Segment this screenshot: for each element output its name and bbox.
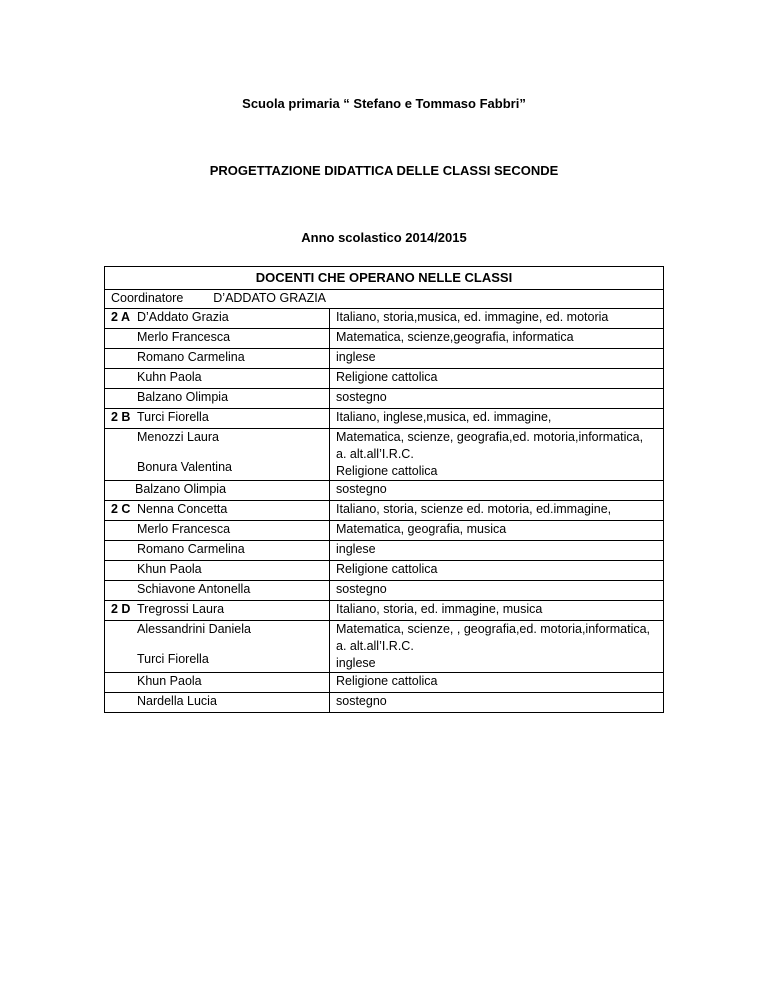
teacher-name: Kuhn Paola bbox=[105, 369, 330, 389]
teacher-name: Khun Paola bbox=[105, 673, 330, 693]
subjects-cell: Religione cattolica bbox=[330, 673, 664, 693]
subjects-line: inglese bbox=[336, 656, 376, 670]
subjects-cell bbox=[330, 621, 664, 673]
subjects-line: a. alt.all’I.R.C. bbox=[336, 447, 414, 461]
coordinator-name: D’ADDATO GRAZIA bbox=[213, 291, 327, 305]
table-row bbox=[105, 601, 664, 621]
table-row bbox=[105, 561, 664, 581]
table-row bbox=[105, 409, 664, 429]
subjects-line: a. alt.all’I.R.C. bbox=[336, 639, 414, 653]
table-row bbox=[105, 429, 664, 481]
teacher-name: Alessandrini Daniela bbox=[137, 622, 251, 636]
subjects-cell: sostegno bbox=[330, 581, 664, 601]
table-row bbox=[105, 501, 664, 521]
subjects-cell: Matematica, scienze,geografia, informatica bbox=[330, 329, 664, 349]
teacher-name: Bonura Valentina bbox=[137, 460, 232, 474]
subjects-cell: Italiano, inglese,musica, ed. immagine, bbox=[330, 409, 664, 429]
school-year: Anno scolastico 2014/2015 bbox=[301, 230, 467, 245]
class-label: 2 C bbox=[111, 502, 131, 516]
table-row bbox=[105, 329, 664, 349]
teacher-name: Balzano Olimpia bbox=[105, 389, 330, 409]
subjects-cell: Italiano, storia, ed. immagine, musica bbox=[330, 601, 664, 621]
subjects-cell: sostegno bbox=[330, 693, 664, 713]
teacher-cell bbox=[105, 621, 330, 673]
teacher-name: Khun Paola bbox=[105, 561, 330, 581]
teacher-cell bbox=[105, 501, 330, 521]
teacher-name: Romano Carmelina bbox=[105, 349, 330, 369]
subjects-cell: Italiano, storia, scienze ed. motoria, ed.immagine, bbox=[330, 501, 664, 521]
subjects-cell: Religione cattolica bbox=[330, 369, 664, 389]
teacher-name: Merlo Francesca bbox=[105, 521, 330, 541]
teacher-name: Romano Carmelina bbox=[105, 541, 330, 561]
teacher-cell bbox=[105, 429, 330, 481]
table-row bbox=[105, 541, 664, 561]
teacher-name: Nardella Lucia bbox=[105, 693, 330, 713]
table-row bbox=[105, 521, 664, 541]
school-name: Scuola primaria “ Stefano e Tommaso Fabbri” bbox=[242, 96, 526, 111]
teacher-name: Turci Fiorella bbox=[137, 410, 209, 424]
document-title: PROGETTAZIONE DIDATTICA DELLE CLASSI SECONDE bbox=[209, 163, 559, 178]
coordinator-label: Coordinatore bbox=[111, 291, 184, 305]
table-row bbox=[105, 581, 664, 601]
subjects-cell: Matematica, geografia, musica bbox=[330, 521, 664, 541]
subjects-cell: sostegno bbox=[330, 389, 664, 409]
teacher-name: Turci Fiorella bbox=[137, 652, 209, 666]
teacher-name: Tregrossi Laura bbox=[137, 602, 225, 616]
subjects-cell: inglese bbox=[330, 349, 664, 369]
teacher-cell bbox=[105, 309, 330, 329]
class-label: 2 B bbox=[111, 410, 131, 424]
teacher-name: Schiavone Antonella bbox=[105, 581, 330, 601]
teacher-name: Menozzi Laura bbox=[137, 430, 219, 444]
subjects-line: Matematica, scienze, geografia,ed. motoria,informatica, bbox=[336, 430, 644, 444]
table-row bbox=[105, 309, 664, 329]
subjects-cell: sostegno bbox=[330, 481, 664, 501]
subjects-line: Religione cattolica bbox=[336, 464, 438, 478]
teacher-cell bbox=[105, 409, 330, 429]
class-label: 2 D bbox=[111, 602, 131, 616]
coordinator-row bbox=[105, 290, 664, 309]
subjects-cell bbox=[330, 429, 664, 481]
table-title-row bbox=[105, 267, 664, 290]
class-label: 2 A bbox=[111, 310, 130, 324]
table-row bbox=[105, 693, 664, 713]
teacher-cell bbox=[105, 601, 330, 621]
table-row bbox=[105, 621, 664, 673]
teacher-name: Balzano Olimpia bbox=[105, 481, 330, 501]
coordinator-cell bbox=[105, 290, 664, 309]
table-row bbox=[105, 389, 664, 409]
teacher-name: Nenna Concetta bbox=[137, 502, 228, 516]
table-title: DOCENTI CHE OPERANO NELLE CLASSI bbox=[105, 267, 664, 290]
table-row bbox=[105, 673, 664, 693]
teacher-name: D’Addato Grazia bbox=[137, 310, 229, 324]
teacher-name: Merlo Francesca bbox=[105, 329, 330, 349]
subjects-cell: Italiano, storia,musica, ed. immagine, ed. motoria bbox=[330, 309, 664, 329]
teachers-table bbox=[104, 266, 664, 713]
table-row bbox=[105, 349, 664, 369]
subjects-line: Matematica, scienze, , geografia,ed. motoria,informatica, bbox=[336, 622, 651, 636]
subjects-cell: Religione cattolica bbox=[330, 561, 664, 581]
table-row bbox=[105, 369, 664, 389]
subjects-cell: inglese bbox=[330, 541, 664, 561]
table-row bbox=[105, 481, 664, 501]
